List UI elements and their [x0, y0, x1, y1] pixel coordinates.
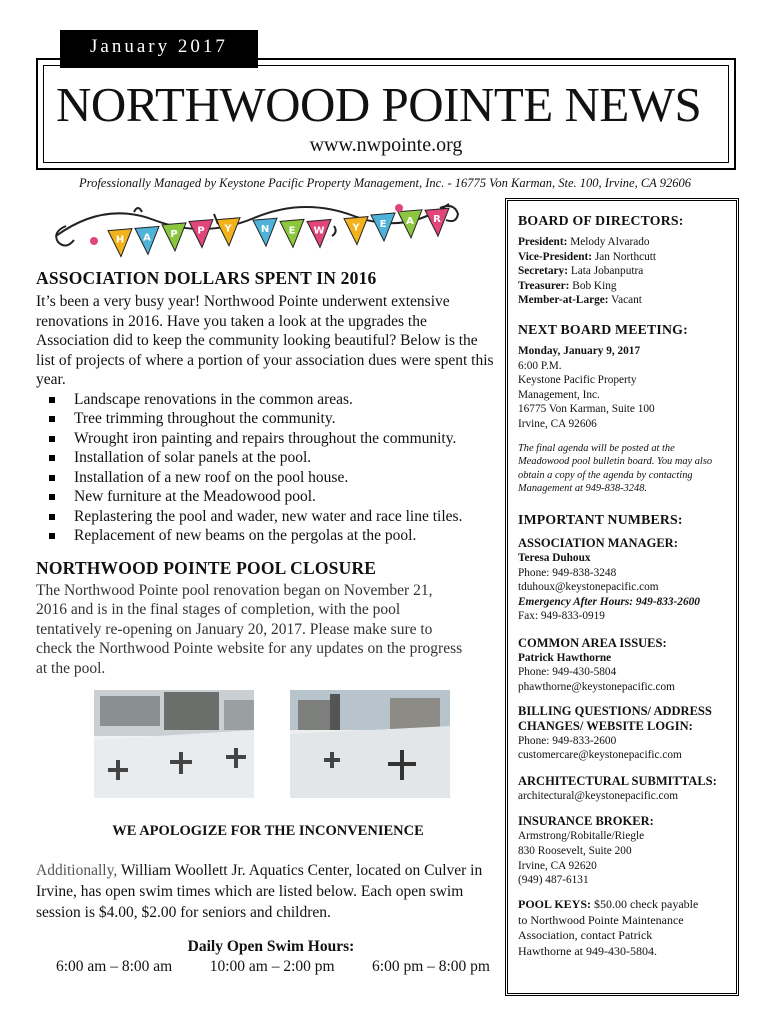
list-item: Replacement of new beams on the pergolas at the pool.	[46, 526, 500, 546]
meeting-details: Monday, January 9, 2017 6:00 P.M. Keystone Pacific Property Management, Inc. 16775 Von Karman, Suite 100 Irvine, CA 92606	[518, 344, 655, 430]
main-column	[36, 268, 500, 678]
insurance-details: Armstrong/Robitalle/Riegle 830 Roosevelt, Suite 200 Irvine, CA 92620 (949) 487-6131	[518, 830, 645, 887]
additional-text: William Woollett Jr. Aquatics Center, located on Culver in Irvine, has open swim times which are listed below. Each open swim session is $4.00, $2.00 for seniors and children.	[36, 862, 483, 921]
list-item: Installation of solar panels at the pool.	[46, 448, 500, 468]
manager-email[interactable]: tduhoux@keystonepacific.com	[518, 581, 659, 594]
list-item: Tree trimming throughout the community.	[46, 409, 500, 429]
pool-keys: POOL KEYS: $50.00 check payable to Northwood Pointe Maintenance Association, contact Patrick Hawthorne at 949-430-5804.	[518, 896, 699, 959]
swim-time: 6:00 am – 8:00 am	[56, 958, 173, 975]
issue-date: January 2017	[60, 30, 258, 68]
banner-letter: P	[197, 225, 205, 237]
numbers-heading: IMPORTANT NUMBERS:	[518, 511, 683, 527]
board-member: Member-at-Large: Vacant	[518, 294, 642, 307]
pool-text: The Northwood Pointe pool renovation began on November 21, 2016 and is in the final stages of completion, with the pool tentatively re-opening on January 20, 2017. Please make sure to check the Northwood Pointe website for any updates on the progress at the pool.	[36, 581, 463, 677]
list-item: New furniture at the Meadowood pool.	[46, 487, 500, 507]
board-member: Treasurer: Bob King	[518, 279, 617, 292]
banner-letter: Y	[224, 223, 232, 235]
board-heading: BOARD OF DIRECTORS:	[518, 213, 684, 228]
swim-time: 6:00 pm – 8:00 pm	[372, 958, 490, 975]
board-member: President: Melody Alvarado	[518, 236, 650, 248]
swim-hours-heading: Daily Open Swim Hours:	[187, 938, 355, 955]
banner-letter: Y	[352, 222, 360, 234]
list-item: Installation of a new roof on the pool house.	[46, 468, 500, 488]
pool-heading: NORTHWOOD POINTE POOL CLOSURE	[36, 557, 377, 578]
insurance-heading: INSURANCE BROKER:	[518, 814, 654, 829]
meeting-date: Monday, January 9, 2017	[518, 344, 641, 357]
banner-letter: W	[313, 225, 325, 237]
banner-letter: P	[170, 228, 178, 240]
common-heading: COMMON AREA ISSUES:	[518, 635, 667, 650]
dollars-heading: ASSOCIATION DOLLARS SPENT IN 2016	[36, 268, 377, 288]
dollars-intro: It’s been a very busy year! Northwood Pointe underwent extensive renovations in 2016. Have you taken a look at the upgrades the Association did to keep the community looking beautiful? Below is the list of projects of where a portion of your association dues were spent this year.	[36, 293, 494, 388]
manager-heading: ASSOCIATION MANAGER:	[518, 535, 678, 550]
pool-photo-2	[290, 690, 450, 798]
banner-letter: N	[260, 224, 270, 236]
masthead	[36, 58, 736, 170]
list-item: Replastering the pool and wader, new water and race line tiles.	[46, 507, 500, 527]
swim-times	[36, 958, 510, 976]
board-list	[518, 235, 736, 308]
billing-email[interactable]: customercare@keystonepacific.com	[518, 749, 682, 762]
heart-icon	[90, 237, 98, 245]
arch-email[interactable]: architectural@keystonepacific.com	[518, 789, 679, 802]
common-details: Patrick Hawthorne Phone: 949-430-5804 phawthorne@keystonepacific.com	[518, 651, 736, 695]
billing-heading: BILLING QUESTIONS/ ADDRESS CHANGES/ WEBSITE LOGIN:	[518, 703, 712, 733]
billing-details: Phone: 949-833-2600 customercare@keystonepacific.com	[518, 734, 736, 763]
additional-info	[36, 860, 500, 923]
website-link[interactable]: www.nwpointe.org	[309, 134, 463, 156]
banner-letter: H	[115, 234, 125, 246]
pool-photo-1	[94, 690, 254, 798]
sidebar	[505, 198, 739, 996]
newsletter-title: NORTHWOOD POINTE NEWS	[56, 77, 702, 132]
manager-details: Teresa Duhoux Phone: 949-838-3248 tduhoux@keystonepacific.com Emergency After Hours: 949-833-2600 Fax: 949-833-0919	[518, 551, 736, 624]
list-item: Landscape renovations in the common areas.	[46, 390, 500, 410]
banner-letter: R	[433, 214, 441, 226]
arch-heading: ARCHITECTURAL SUBMITTALS:	[518, 773, 717, 788]
pool-photos	[94, 690, 494, 798]
management-line: Professionally Managed by Keystone Pacific Property Management, Inc. - 16775 Von Karman, Ste. 100, Irvine, CA 92606	[79, 176, 691, 190]
banner-flags	[108, 208, 449, 256]
happy-new-year-banner	[44, 196, 464, 266]
common-email[interactable]: phawthorne@keystonepacific.com	[518, 681, 675, 694]
list-item: Wrought iron painting and repairs throughout the community.	[46, 429, 500, 449]
banner-letter: E	[288, 225, 296, 237]
banner-letter: E	[379, 218, 387, 230]
apology-text: WE APOLOGIZE FOR THE INCONVENIENCE	[112, 823, 424, 839]
additional-lead: Additionally,	[36, 862, 118, 879]
banner-letter: A	[406, 215, 414, 227]
board-member: Secretary: Lata Jobanputra	[518, 265, 644, 278]
meeting-note: The final agenda will be posted at the Meadowood pool bulletin board. You may also obtain a copy of the agenda by contacting Management at 949-838-3248.	[518, 442, 713, 495]
banner-letter: A	[143, 232, 151, 244]
meeting-heading: NEXT BOARD MEETING:	[518, 321, 688, 337]
swim-time: 10:00 am – 2:00 pm	[209, 958, 335, 975]
board-member: Vice-President: Jan Northcutt	[518, 250, 657, 263]
heart-icon	[395, 204, 403, 212]
projects-list	[46, 390, 500, 546]
